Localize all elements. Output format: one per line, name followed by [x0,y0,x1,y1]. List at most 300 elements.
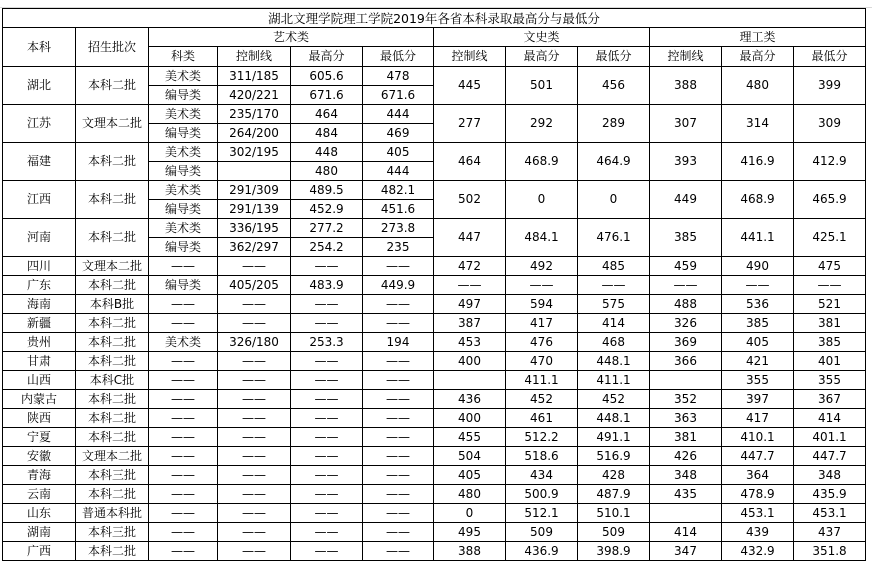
art-control-cell: —— [218,504,291,523]
art-type-cell: —— [149,428,218,447]
science-min-cell: 381 [794,314,866,333]
liberal-min-cell: —— [578,276,650,295]
table-row [3,542,866,561]
liberal-max-cell: 0 [506,181,578,219]
art-max-cell: 254.2 [291,238,363,257]
province-cell: 山东 [3,504,76,523]
liberal-min-cell: 411.1 [578,371,650,390]
art-control-cell: —— [218,523,291,542]
science-control-cell: 385 [650,219,722,257]
province-cell: 内蒙古 [3,390,76,409]
art-max-cell: 448 [291,143,363,162]
art-control-cell: 326/180 [218,333,291,352]
science-min-cell: 309 [794,105,866,143]
science-min-cell: 521 [794,295,866,314]
art-type-cell: —— [149,542,218,561]
science-max-cell: 410.1 [722,428,794,447]
art-type-cell: —— [149,295,218,314]
art-max-cell: —— [291,542,363,561]
science-control-cell: —— [650,276,722,295]
province-cell: 安徽 [3,447,76,466]
table-row [3,181,866,200]
art-type-cell: 编导类 [149,276,218,295]
art-control-cell: —— [218,390,291,409]
batch-cell: 本科二批 [76,542,149,561]
liberal-control-cell [434,371,506,390]
art-control-cell: —— [218,409,291,428]
province-cell: 宁夏 [3,428,76,447]
art-control-cell: —— [218,428,291,447]
science-max-cell: 416.9 [722,143,794,181]
province-cell: 青海 [3,466,76,485]
art-min-cell: 449.9 [363,276,434,295]
art-control-cell: —— [218,542,291,561]
table-row [3,333,866,352]
province-cell: 陕西 [3,409,76,428]
science-min-cell: —— [794,276,866,295]
liberal-min-cell: 398.9 [578,542,650,561]
header-liberal-control: 控制线 [434,47,506,67]
batch-cell: 本科二批 [76,428,149,447]
liberal-control-cell: 445 [434,67,506,105]
art-control-cell: —— [218,352,291,371]
art-type-cell: 编导类 [149,86,218,105]
batch-cell: 本科二批 [76,143,149,181]
batch-cell: 本科三批 [76,523,149,542]
art-control-cell: —— [218,447,291,466]
science-max-cell: —— [722,276,794,295]
art-type-cell: —— [149,371,218,390]
province-cell: 湖北 [3,67,76,105]
art-max-cell: 489.5 [291,181,363,200]
liberal-max-cell: 501 [506,67,578,105]
liberal-max-cell: 518.6 [506,447,578,466]
liberal-min-cell: 448.1 [578,409,650,428]
header-liberal-max: 最高分 [506,47,578,67]
art-control-cell: 291/139 [218,200,291,219]
art-type-cell: —— [149,466,218,485]
art-max-cell: —— [291,371,363,390]
art-min-cell: —— [363,542,434,561]
header-art: 艺术类 [149,28,434,47]
art-min-cell: 671.6 [363,86,434,105]
science-control-cell: 307 [650,105,722,143]
province-cell: 福建 [3,143,76,181]
art-max-cell: 483.9 [291,276,363,295]
header-art-max: 最高分 [291,47,363,67]
science-min-cell: 414 [794,409,866,428]
art-max-cell: —— [291,428,363,447]
liberal-control-cell: 400 [434,352,506,371]
art-control-cell: —— [218,485,291,504]
province-cell: 河南 [3,219,76,257]
science-min-cell: 385 [794,333,866,352]
science-min-cell: 435.9 [794,485,866,504]
science-min-cell: 348 [794,466,866,485]
science-control-cell: 369 [650,333,722,352]
art-max-cell: —— [291,504,363,523]
liberal-max-cell: 509 [506,523,578,542]
table-row [3,466,866,485]
province-cell: 江苏 [3,105,76,143]
batch-cell: 文理本二批 [76,257,149,276]
art-max-cell: —— [291,257,363,276]
art-control-cell: 235/170 [218,105,291,124]
art-type-cell: —— [149,390,218,409]
art-max-cell: 452.9 [291,200,363,219]
science-max-cell: 468.9 [722,181,794,219]
liberal-control-cell: 387 [434,314,506,333]
art-min-cell: 194 [363,333,434,352]
liberal-control-cell: 502 [434,181,506,219]
art-min-cell: —— [363,371,434,390]
science-max-cell: 447.7 [722,447,794,466]
art-max-cell: —— [291,390,363,409]
art-min-cell: —— [363,314,434,333]
art-min-cell: 469 [363,124,434,143]
art-max-cell: —— [291,409,363,428]
science-control-cell: 435 [650,485,722,504]
liberal-max-cell: 492 [506,257,578,276]
liberal-control-cell: 0 [434,504,506,523]
art-max-cell: —— [291,485,363,504]
art-max-cell: —— [291,314,363,333]
table-row [3,143,866,162]
liberal-max-cell: 292 [506,105,578,143]
table-row [3,314,866,333]
science-max-cell: 441.1 [722,219,794,257]
science-max-cell: 355 [722,371,794,390]
liberal-max-cell: 417 [506,314,578,333]
art-control-cell: —— [218,257,291,276]
table-row [3,295,866,314]
table-row [3,409,866,428]
table-row [3,219,866,238]
province-cell: 江西 [3,181,76,219]
science-control-cell: 426 [650,447,722,466]
liberal-control-cell: 472 [434,257,506,276]
table-row [3,67,866,86]
liberal-max-cell: 436.9 [506,542,578,561]
table-body [3,67,866,561]
liberal-max-cell: 476 [506,333,578,352]
science-min-cell: 425.1 [794,219,866,257]
table-row [3,523,866,542]
header-science-max: 最高分 [722,47,794,67]
art-min-cell: 451.6 [363,200,434,219]
science-control-cell: 459 [650,257,722,276]
art-min-cell: 405 [363,143,434,162]
art-min-cell: —— [363,295,434,314]
liberal-max-cell: 512.2 [506,428,578,447]
art-min-cell: —— [363,485,434,504]
table-row [3,276,866,295]
art-type-cell: —— [149,409,218,428]
liberal-control-cell: 388 [434,542,506,561]
art-type-cell: 美术类 [149,143,218,162]
header-science-control: 控制线 [650,47,722,67]
liberal-control-cell: 464 [434,143,506,181]
art-type-cell: 编导类 [149,200,218,219]
province-cell: 甘肃 [3,352,76,371]
art-max-cell: 464 [291,105,363,124]
art-control-cell: 311/185 [218,67,291,86]
science-max-cell: 314 [722,105,794,143]
art-min-cell: 235 [363,238,434,257]
table-title: 湖北文理学院理工学院2019年各省本科录取最高分与最低分 [3,9,866,28]
art-type-cell: —— [149,485,218,504]
art-type-cell: —— [149,257,218,276]
science-max-cell: 439 [722,523,794,542]
art-type-cell: 编导类 [149,124,218,143]
science-max-cell: 421 [722,352,794,371]
province-cell: 湖南 [3,523,76,542]
header-province: 本科 [3,28,76,67]
art-min-cell: —— [363,504,434,523]
province-cell: 海南 [3,295,76,314]
art-min-cell: —— [363,257,434,276]
liberal-min-cell: 491.1 [578,428,650,447]
art-max-cell: —— [291,352,363,371]
art-type-cell: —— [149,523,218,542]
art-control-cell: —— [218,295,291,314]
science-min-cell: 399 [794,67,866,105]
liberal-min-cell: 509 [578,523,650,542]
science-control-cell: 366 [650,352,722,371]
table-row [3,504,866,523]
table-row [3,447,866,466]
science-control-cell: 381 [650,428,722,447]
science-max-cell: 432.9 [722,542,794,561]
science-control-cell [650,371,722,390]
art-max-cell: 277.2 [291,219,363,238]
science-control-cell: 393 [650,143,722,181]
table-row [3,352,866,371]
art-control-cell: 362/297 [218,238,291,257]
science-control-cell: 363 [650,409,722,428]
liberal-min-cell: 487.9 [578,485,650,504]
science-max-cell: 397 [722,390,794,409]
header-art-min: 最低分 [363,47,434,67]
batch-cell: 本科二批 [76,390,149,409]
admission-score-table [2,8,866,561]
science-max-cell: 480 [722,67,794,105]
liberal-min-cell: 289 [578,105,650,143]
liberal-max-cell: —— [506,276,578,295]
header-batch: 招生批次 [76,28,149,67]
art-type-cell: 美术类 [149,219,218,238]
art-control-cell: 336/195 [218,219,291,238]
batch-cell: 本科二批 [76,219,149,257]
science-max-cell: 490 [722,257,794,276]
liberal-control-cell: 480 [434,485,506,504]
liberal-max-cell: 512.1 [506,504,578,523]
header-science-min: 最低分 [794,47,866,67]
liberal-min-cell: 448.1 [578,352,650,371]
batch-cell: 本科二批 [76,485,149,504]
header-science: 理工类 [650,28,866,47]
province-cell: 云南 [3,485,76,504]
art-control-cell: —— [218,371,291,390]
art-control-cell: 264/200 [218,124,291,143]
province-cell: 山西 [3,371,76,390]
science-min-cell: 453.1 [794,504,866,523]
batch-cell: 本科二批 [76,67,149,105]
art-min-cell: —— [363,428,434,447]
science-min-cell: 351.8 [794,542,866,561]
science-max-cell: 536 [722,295,794,314]
art-type-cell: 编导类 [149,162,218,181]
liberal-max-cell: 594 [506,295,578,314]
liberal-max-cell: 470 [506,352,578,371]
liberal-control-cell: 277 [434,105,506,143]
art-min-cell: —— [363,352,434,371]
art-min-cell: —— [363,447,434,466]
province-cell: 贵州 [3,333,76,352]
science-control-cell: 388 [650,67,722,105]
art-type-cell: —— [149,504,218,523]
batch-cell: 普通本科批 [76,504,149,523]
batch-cell: 文理本二批 [76,105,149,143]
art-type-cell: 美术类 [149,181,218,200]
art-max-cell: —— [291,295,363,314]
province-cell: 新疆 [3,314,76,333]
header-liberal: 文史类 [434,28,650,47]
art-control-cell: 291/309 [218,181,291,200]
art-max-cell: 484 [291,124,363,143]
province-cell: 广东 [3,276,76,295]
science-min-cell: 475 [794,257,866,276]
liberal-min-cell: 0 [578,181,650,219]
liberal-control-cell: 405 [434,466,506,485]
art-max-cell: —— [291,447,363,466]
liberal-min-cell: 414 [578,314,650,333]
liberal-min-cell: 575 [578,295,650,314]
science-min-cell: 355 [794,371,866,390]
art-max-cell: 480 [291,162,363,181]
liberal-control-cell: 447 [434,219,506,257]
liberal-control-cell: 455 [434,428,506,447]
liberal-min-cell: 468 [578,333,650,352]
art-control-cell: 405/205 [218,276,291,295]
art-type-cell: 编导类 [149,238,218,257]
science-control-cell: 326 [650,314,722,333]
table-row [3,390,866,409]
art-control-cell: 420/221 [218,86,291,105]
liberal-control-cell: 453 [434,333,506,352]
art-min-cell: —— [363,523,434,542]
art-max-cell: 671.6 [291,86,363,105]
batch-cell: 文理本二批 [76,447,149,466]
art-max-cell: —— [291,466,363,485]
batch-cell: 本科B批 [76,295,149,314]
liberal-min-cell: 456 [578,67,650,105]
art-type-cell: —— [149,314,218,333]
science-max-cell: 417 [722,409,794,428]
liberal-min-cell: 452 [578,390,650,409]
batch-cell: 本科二批 [76,314,149,333]
header-art-control: 控制线 [218,47,291,67]
table-row [3,371,866,390]
art-max-cell: —— [291,523,363,542]
liberal-max-cell: 411.1 [506,371,578,390]
art-type-cell: 美术类 [149,67,218,86]
science-max-cell: 364 [722,466,794,485]
header-liberal-min: 最低分 [578,47,650,67]
art-min-cell: 444 [363,162,434,181]
science-max-cell: 385 [722,314,794,333]
liberal-min-cell: 476.1 [578,219,650,257]
table-row [3,485,866,504]
batch-cell: 本科二批 [76,333,149,352]
liberal-control-cell: 400 [434,409,506,428]
liberal-min-cell: 485 [578,257,650,276]
science-max-cell: 453.1 [722,504,794,523]
science-control-cell: 348 [650,466,722,485]
science-min-cell: 401.1 [794,428,866,447]
table-row [3,257,866,276]
art-max-cell: 605.6 [291,67,363,86]
science-min-cell: 367 [794,390,866,409]
science-control-cell: 347 [650,542,722,561]
header-art-type: 科类 [149,47,218,67]
art-type-cell: 美术类 [149,105,218,124]
liberal-max-cell: 461 [506,409,578,428]
liberal-max-cell: 500.9 [506,485,578,504]
liberal-max-cell: 452 [506,390,578,409]
liberal-control-cell: 504 [434,447,506,466]
art-control-cell: 302/195 [218,143,291,162]
science-min-cell: 401 [794,352,866,371]
art-control-cell: —— [218,466,291,485]
batch-cell: 本科二批 [76,276,149,295]
art-control-cell [218,162,291,181]
liberal-min-cell: 510.1 [578,504,650,523]
batch-cell: 本科二批 [76,352,149,371]
science-control-cell: 414 [650,523,722,542]
science-min-cell: 412.9 [794,143,866,181]
science-control-cell: 488 [650,295,722,314]
art-min-cell: —— [363,409,434,428]
art-control-cell: —— [218,314,291,333]
batch-cell: 本科C批 [76,371,149,390]
liberal-max-cell: 468.9 [506,143,578,181]
batch-cell: 本科三批 [76,466,149,485]
liberal-control-cell: 436 [434,390,506,409]
liberal-min-cell: 464.9 [578,143,650,181]
table-row [3,428,866,447]
table-row [3,105,866,124]
province-cell: 广西 [3,542,76,561]
batch-cell: 本科二批 [76,409,149,428]
liberal-control-cell: 495 [434,523,506,542]
art-type-cell: —— [149,352,218,371]
liberal-control-cell: —— [434,276,506,295]
art-type-cell: 美术类 [149,333,218,352]
science-control-cell: 352 [650,390,722,409]
art-min-cell: 444 [363,105,434,124]
science-control-cell [650,504,722,523]
art-type-cell: —— [149,447,218,466]
liberal-min-cell: 516.9 [578,447,650,466]
liberal-control-cell: 497 [434,295,506,314]
art-min-cell: 482.1 [363,181,434,200]
art-max-cell: 253.3 [291,333,363,352]
batch-cell: 本科二批 [76,181,149,219]
province-cell: 四川 [3,257,76,276]
art-min-cell: 478 [363,67,434,86]
science-max-cell: 405 [722,333,794,352]
